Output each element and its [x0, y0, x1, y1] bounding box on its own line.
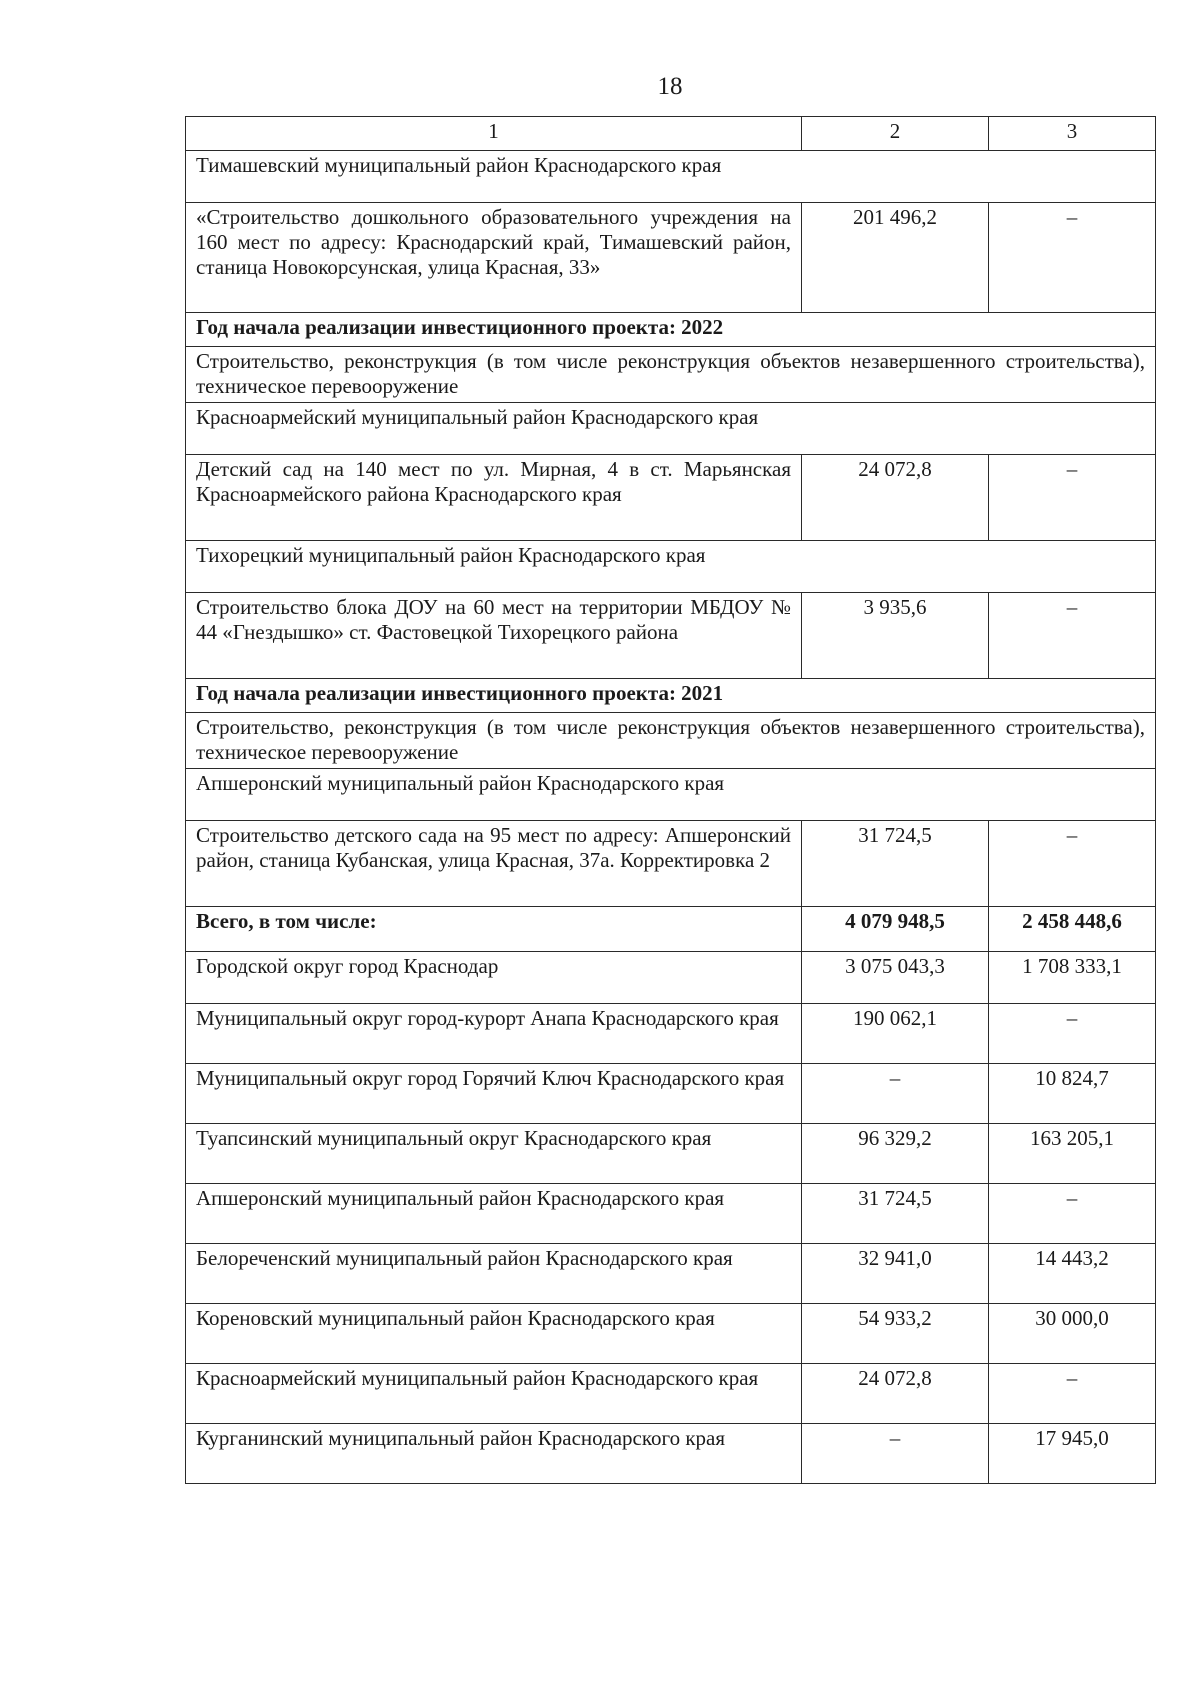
value-column-3: –: [989, 203, 1156, 313]
table-row: [186, 203, 1156, 313]
area-heading: Тихорецкий муниципальный район Краснодарского края: [186, 541, 1156, 593]
value-column-2: 3 075 043,3: [802, 952, 989, 1004]
column-number-2: 2: [802, 117, 989, 151]
area-heading: Красноармейский муниципальный район Краснодарского края: [186, 403, 1156, 455]
table-row: [186, 593, 1156, 679]
district-name: Городской округ город Краснодар: [186, 952, 802, 1004]
value-column-2: 190 062,1: [802, 1004, 989, 1064]
table-row: [186, 1004, 1156, 1064]
value-column-3: 163 205,1: [989, 1124, 1156, 1184]
value-column-3: 30 000,0: [989, 1304, 1156, 1364]
project-name: «Строительство дошкольного образовательного учреждения на 160 мест по адресу: Краснодарский край, Тимашевский район, станица Новокорсунская, улица Красная, 33»: [186, 203, 802, 313]
total-column-2: 4 079 948,5: [802, 907, 989, 952]
table-row: [186, 1184, 1156, 1244]
project-name: Строительство блока ДОУ на 60 мест на территории МБДОУ № 44 «Гнездышко» ст. Фастовецкой Тихорецкого района: [186, 593, 802, 679]
value-column-3: –: [989, 1184, 1156, 1244]
district-name: Апшеронский муниципальный район Краснодарского края: [186, 1184, 802, 1244]
work-type-heading: Строительство, реконструкция (в том числе реконструкция объектов незавершенного строительства), техническое перевооружение: [186, 713, 1156, 769]
value-column-3: –: [989, 593, 1156, 679]
table-row: [186, 313, 1156, 347]
total-label: Всего, в том числе:: [186, 907, 802, 952]
table-header-row: [186, 117, 1156, 151]
table-row: [186, 1304, 1156, 1364]
area-heading: Апшеронский муниципальный район Краснодарского края: [186, 769, 1156, 821]
value-column-3: –: [989, 455, 1156, 541]
table-row: [186, 455, 1156, 541]
table-row-total: [186, 907, 1156, 952]
table-row: [186, 403, 1156, 455]
value-column-2: 54 933,2: [802, 1304, 989, 1364]
district-name: Муниципальный округ город Горячий Ключ Краснодарского края: [186, 1064, 802, 1124]
value-column-2: 24 072,8: [802, 455, 989, 541]
project-name: Детский сад на 140 мест по ул. Мирная, 4 в ст. Марьянская Красноармейского района Краснодарского края: [186, 455, 802, 541]
district-name: Муниципальный округ город-курорт Анапа Краснодарского края: [186, 1004, 802, 1064]
value-column-3: 1 708 333,1: [989, 952, 1156, 1004]
table-row: [186, 541, 1156, 593]
district-name: Туапсинский муниципальный округ Краснодарского края: [186, 1124, 802, 1184]
table-row: [186, 1064, 1156, 1124]
table-row: [186, 1244, 1156, 1304]
table-row: [186, 679, 1156, 713]
value-column-2: 31 724,5: [802, 821, 989, 907]
table-row: [186, 347, 1156, 403]
value-column-2: 96 329,2: [802, 1124, 989, 1184]
table-row: [186, 821, 1156, 907]
table-row: [186, 1124, 1156, 1184]
value-column-3: 14 443,2: [989, 1244, 1156, 1304]
value-column-2: 31 724,5: [802, 1184, 989, 1244]
project-name: Строительство детского сада на 95 мест по адресу: Апшеронский район, станица Кубанская, улица Красная, 37а. Корректировка 2: [186, 821, 802, 907]
district-name: Белореченский муниципальный район Краснодарского края: [186, 1244, 802, 1304]
value-column-3: –: [989, 1364, 1156, 1424]
table-row: [186, 713, 1156, 769]
table-row: [186, 151, 1156, 203]
year-heading: Год начала реализации инвестиционного проекта: 2021: [186, 679, 1156, 713]
district-name: Кореновский муниципальный район Краснодарского края: [186, 1304, 802, 1364]
value-column-2: –: [802, 1424, 989, 1484]
value-column-3: 17 945,0: [989, 1424, 1156, 1484]
work-type-heading: Строительство, реконструкция (в том числе реконструкция объектов незавершенного строительства), техническое перевооружение: [186, 347, 1156, 403]
value-column-2: 32 941,0: [802, 1244, 989, 1304]
value-column-2: 24 072,8: [802, 1364, 989, 1424]
funding-table: [185, 116, 1156, 1484]
value-column-3: –: [989, 821, 1156, 907]
value-column-2: –: [802, 1064, 989, 1124]
district-name: Красноармейский муниципальный район Краснодарского края: [186, 1364, 802, 1424]
district-name: Курганинский муниципальный район Краснодарского края: [186, 1424, 802, 1484]
value-column-3: –: [989, 1004, 1156, 1064]
area-heading: Тимашевский муниципальный район Краснодарского края: [186, 151, 1156, 203]
table-row: [186, 1424, 1156, 1484]
column-number-1: 1: [186, 117, 802, 151]
value-column-3: 10 824,7: [989, 1064, 1156, 1124]
table-row: [186, 1364, 1156, 1424]
value-column-2: 3 935,6: [802, 593, 989, 679]
column-number-3: 3: [989, 117, 1156, 151]
year-heading: Год начала реализации инвестиционного проекта: 2022: [186, 313, 1156, 347]
value-column-2: 201 496,2: [802, 203, 989, 313]
page-number: 18: [657, 73, 683, 100]
table-row: [186, 769, 1156, 821]
total-column-3: 2 458 448,6: [989, 907, 1156, 952]
table-row: [186, 952, 1156, 1004]
